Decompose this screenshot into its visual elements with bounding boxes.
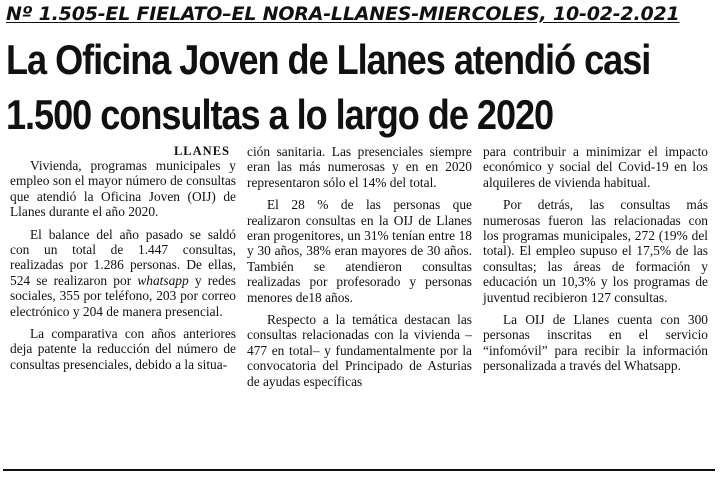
- bottom-rule: [3, 469, 715, 471]
- article-column-1: [10, 144, 236, 462]
- headline-line-2: 1.500 consultas a lo largo de 2020: [6, 91, 554, 138]
- paragraph-text: El balance del año pasado se saldó con un total de 1.447 consultas, realizadas por 1.286 personas. De ellas, 524 se realizaron por: [10, 226, 236, 288]
- paragraph: ción sanitaria. Las presenciales siempre eran las más numerosas y en en 2020 representaron sólo el 14% del total.: [247, 144, 472, 190]
- paragraph: La comparativa con años anteriores deja patente la reducción del número de consultas presenciales, debido a la situa-: [10, 326, 236, 372]
- article-byline: LLANES: [173, 144, 230, 158]
- paragraph: Por detrás, las consultas más numerosas fueron las relacionadas con los programas municipales, 272 (19% del total). El empleo supuso el 17,5% de las consultas; las áreas de formación y educación un 10,3% y los programas de juventud recibieron 127 consultas.: [483, 197, 708, 305]
- newspaper-masthead: Nº 1.505-EL FIELATO–EL NORA-LLANES-MIERCOLES, 10-02-2.021: [6, 3, 680, 25]
- paragraph: El 28 % de las personas que realizaron consultas en la OIJ de Llanes eran progenitores, un 31% tenían entre 18 y 30 años, 38% eran mayores de 30 años. También se atendieron consultas realizadas por profesorado y personas menores de18 años.: [247, 197, 472, 305]
- article-column-2: [247, 144, 472, 462]
- paragraph-text: y redes sociales, 355 por teléfono, 203 por correo electrónico y 204 de manera presencial.: [10, 272, 236, 319]
- whatsapp-term: whatsapp: [137, 272, 189, 288]
- paragraph: [10, 227, 236, 319]
- headline-line-1: La Oficina Joven de Llanes atendió casi: [6, 36, 651, 83]
- paragraph: La OIJ de Llanes cuenta con 300 personas inscritas en el servicio “infomóvil” para recibir la información personalizada a través del Whatsapp.: [483, 312, 708, 374]
- article-column-3: [483, 144, 708, 462]
- article-headline: [6, 32, 651, 142]
- paragraph: para contribuir a minimizar el impacto económico y social del Covid-19 en los alquileres de vivienda habitual.: [483, 144, 708, 190]
- paragraph: Vivienda, programas municipales y empleo son el mayor número de consultas que atendió la Oficina Joven (OIJ) de Llanes durante el año 2020.: [10, 158, 236, 220]
- paragraph: Respecto a la temática destacan las consultas relacionadas con la vivienda –477 en total– y fundamentalmente por la convocatoria del Principado de Asturias de ayudas específicas: [247, 312, 472, 389]
